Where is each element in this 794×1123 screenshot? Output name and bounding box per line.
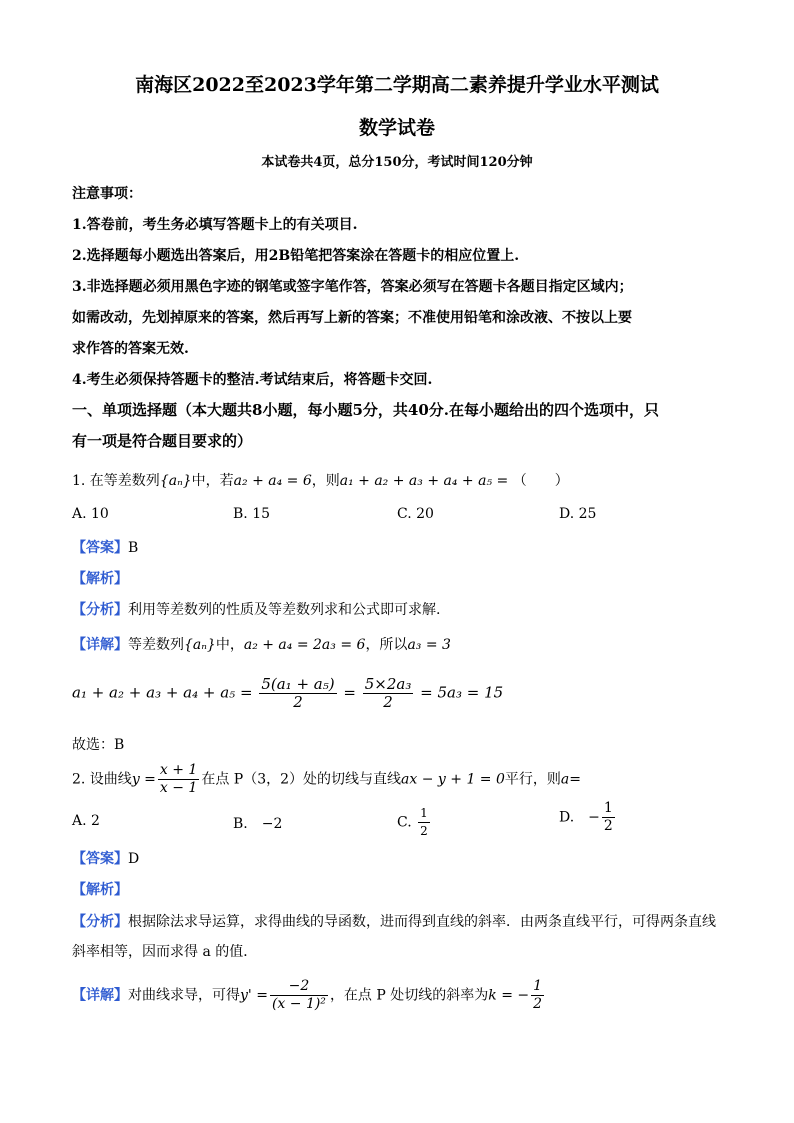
opt-fraction: [602, 800, 615, 835]
opt-label: C.: [397, 814, 412, 831]
frac-den: 2: [603, 818, 613, 834]
q1-condition: a₂ + a₄ = 6: [233, 473, 312, 489]
detail-fraction: [270, 978, 328, 1013]
frac-num: 1: [533, 978, 543, 994]
q1-paren: （ ）: [512, 473, 569, 489]
question-1: [72, 470, 569, 490]
q1-fenxi: [72, 599, 440, 619]
detail-yprime: y' =: [240, 987, 268, 1004]
answer-value: B: [128, 540, 139, 556]
calc-eq: =: [343, 683, 356, 702]
calc-fraction-2: [363, 676, 414, 711]
calc-tail: = 5a₃ = 15: [420, 683, 504, 702]
q1-option-d: D. 25: [559, 506, 597, 522]
q1-mid: 中，若: [191, 473, 234, 489]
detail-text: ，在点 P 处切线的斜率为: [329, 987, 489, 1004]
frac-num: x + 1: [159, 762, 198, 778]
detail-tag: 【详解】: [72, 637, 128, 653]
fenxi-text: 利用等差数列的性质及等差数列求和公式即可求解.: [128, 602, 441, 618]
answer-tag: 【答案】: [72, 540, 128, 556]
notes-heading: 注意事项：: [72, 186, 142, 202]
q1-sequence: {aₙ}: [159, 473, 192, 489]
q2-option-c: [397, 805, 432, 840]
detail-eq: a₂ + a₄ = 2a₃ = 6: [243, 637, 366, 653]
detail-seq: {aₙ}: [184, 637, 216, 653]
q1-prefix: 1. 在等差数列: [72, 473, 160, 489]
q1-choose: 故选：B: [72, 737, 125, 753]
q2-detail: [72, 978, 546, 1013]
calc-fraction-1: [259, 676, 336, 711]
detail-text: 中，: [215, 637, 244, 653]
fenxi-tag: 【分析】: [72, 914, 128, 930]
q2-option-b: B. −2: [233, 816, 283, 832]
q1-option-c: C. 20: [397, 506, 434, 522]
calc-lhs: a₁ + a₂ + a₃ + a₄ + a₅ =: [72, 683, 253, 702]
opt-fraction: [418, 805, 430, 840]
notes-item: 2.选择题每小题选出答案后，用2B铅笔把答案涂在答题卡的相应位置上.: [72, 248, 520, 264]
detail-k: k = −: [488, 987, 530, 1004]
q2-line-eq: ax − y + 1 = 0: [401, 771, 505, 788]
notes-item: 如需改动，先划掉原来的答案，然后再写上新的答案；不准使用铅笔和涂改液、不按以上要: [72, 310, 632, 326]
frac-den: x − 1: [159, 780, 198, 796]
frac-den: 2: [293, 693, 303, 711]
frac-den: 2: [383, 693, 393, 711]
notes-item: 求作答的答案无效.: [72, 341, 189, 357]
q2-analysis: 【解析】: [72, 882, 128, 898]
frac-num: −2: [270, 978, 328, 996]
q2-a: a: [560, 771, 570, 788]
q2-y: y =: [131, 771, 156, 788]
detail-tag: 【详解】: [72, 987, 128, 1004]
detail-text: ，所以: [365, 637, 408, 653]
detail-text: 对曲线求导，可得: [128, 987, 240, 1004]
notes-item: 3.非选择题必须用黑色字迹的钢笔或签字笔作答，答案必须写在答题卡各题目指定区域内；: [72, 279, 633, 295]
frac-num: 1: [603, 800, 613, 816]
notes-item: 4.考生必须保持答题卡的整洁.考试结束后，将答题卡交回.: [72, 372, 433, 388]
fenxi-text: 根据除法求导运算，求得曲线的导函数，进而得到直线的斜率．由两条直线平行，可得两条直线: [128, 914, 716, 930]
frac-den: 2: [533, 996, 543, 1012]
q2-tail: 平行，则: [504, 771, 561, 788]
q2-fenxi: [72, 911, 716, 931]
q2-prefix: 2. 设曲线: [72, 771, 132, 788]
question-2: [72, 762, 581, 797]
frac-den: (x − 1)²: [271, 996, 326, 1012]
opt-label: D. −: [559, 809, 600, 826]
answer-tag: 【答案】: [72, 851, 128, 867]
q2-fraction: [158, 762, 199, 797]
frac-num: 5(a₁ + a₅): [261, 675, 335, 693]
q1-option-b: B. 15: [233, 506, 271, 522]
section-heading: 一、单项选择题（本大题共8小题，每小题5分，共40分.在每小题给出的四个选项中，只: [72, 401, 659, 419]
frac-num: 1: [418, 805, 430, 823]
q1-ask: a₁ + a₂ + a₃ + a₄ + a₅ =: [339, 473, 509, 489]
exam-info: 本试卷共4页，总分150分，考试时间120分钟: [261, 155, 533, 170]
frac-den: 2: [420, 824, 428, 838]
q1-then: ，则: [311, 473, 340, 489]
q1-option-a: A. 10: [72, 506, 109, 522]
q2-answer: [72, 848, 139, 868]
subject-title: 数学试卷: [358, 117, 435, 139]
section-heading-cont: 有一项是符合题目要求的）: [72, 432, 253, 450]
detail-k-fraction: [531, 978, 544, 1013]
page-title: 南海区2022至2023学年第二学期高二素养提升学业水平测试: [135, 74, 659, 96]
q1-answer: [72, 537, 138, 557]
detail-text: 等差数列: [128, 637, 184, 653]
q2-mid: 在点 P（3，2）处的切线与直线: [201, 771, 402, 788]
detail-result: a₃ = 3: [407, 637, 451, 653]
q1-detail: [72, 634, 451, 654]
q2-eq: =: [569, 771, 581, 788]
fenxi-tag: 【分析】: [72, 602, 128, 618]
q2-fenxi-cont: 斜率相等，因而求得 a 的值．: [72, 944, 258, 960]
frac-num: 5×2a₃: [364, 675, 412, 693]
q1-calculation: [72, 676, 503, 711]
q1-analysis: 【解析】: [72, 571, 128, 587]
answer-value: D: [128, 851, 140, 867]
notes-item: 1.答卷前，考生务必填写答题卡上的有关项目.: [72, 217, 358, 233]
q2-option-a: A. 2: [72, 813, 100, 829]
q2-option-d: [559, 800, 617, 835]
